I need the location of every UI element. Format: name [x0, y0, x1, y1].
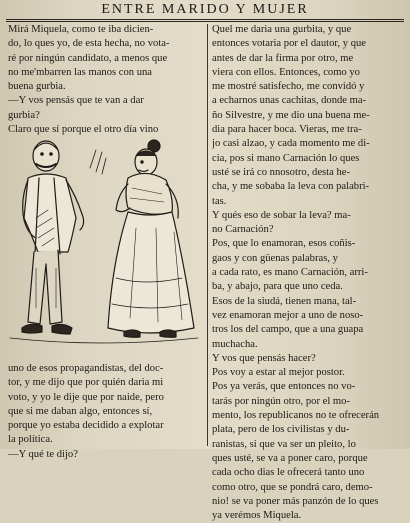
title-rule: [6, 19, 404, 20]
text-line: ño Silvestre, y me dio una buena me-: [212, 109, 370, 121]
article-title: ENTRE MARIDO Y MUJER: [101, 2, 309, 17]
text-line: dia para hacer boca. Vieras, me tra-: [212, 124, 362, 136]
text-line: buena gurbia.: [8, 81, 66, 93]
text-line: gurbia?: [8, 109, 40, 121]
ground-line: [10, 338, 198, 343]
text-line: que si me daban algo, entonces sí,: [8, 405, 153, 417]
text-line: antes de dar la firma por otro, me: [212, 52, 354, 64]
text-line: la política.: [8, 434, 53, 446]
column-divider: [207, 24, 208, 446]
text-line: tarás por ningún otro, por el mo-: [212, 395, 350, 407]
text-line: como otro, que se pondrá caro, demo-: [212, 481, 373, 493]
text-line: tas.: [212, 195, 227, 207]
text-line: no Carnación?: [212, 224, 274, 236]
text-line: Y vos que pensás hacer?: [212, 352, 316, 364]
text-line: plata, pero de los civilistas y du-: [212, 424, 350, 436]
text-line: cada ocho dias le ofrecerá tanto uno: [212, 467, 365, 479]
text-line: voto, y yo le dije que por naide, pero: [8, 391, 164, 403]
text-line: —Y vos pensás que te van a dar: [8, 95, 144, 107]
text-line: tor, y me dijo que por quién daria mi: [8, 377, 164, 389]
text-line: ranistas, si que va ser un pleito, lo: [212, 438, 356, 450]
text-line: Esos de la siudá, tienen mana, tal-: [212, 295, 357, 307]
text-line: jo casi alzao, y cada momento me di-: [212, 138, 370, 150]
text-line: a cada rato, es mano Carnación, arri-: [212, 267, 368, 279]
text-line: tros los del campo, que a una guapa: [212, 324, 364, 336]
text-line: Pos voy a estar al mejor postor.: [212, 367, 345, 379]
text-line: Quel me daria una gurbita, y que: [212, 24, 352, 35]
man-figure: [22, 141, 84, 334]
text-line: a echarnos unas cachitas, donde ma-: [212, 95, 367, 107]
text-line: ya verémos Miquela.: [212, 510, 302, 522]
text-line: mento, los republicanos no te ofrecerán: [212, 410, 380, 422]
text-line: Pos ya verás, que entonces no vo-: [212, 381, 356, 393]
text-line: porque yo estaba decidido a explotar: [8, 420, 164, 432]
speech-strokes: [90, 150, 106, 174]
text-line: vez enamoran mejor a uno de noso-: [212, 309, 364, 321]
caricature-illustration: [6, 128, 202, 360]
left-column-bottom: [8, 362, 204, 462]
text-line: Mirá Miquela, como te iba dicien-: [8, 24, 154, 35]
text-line: muchacha.: [212, 338, 258, 350]
text-line: ba, y abajo, para que uno ceda.: [212, 281, 343, 293]
title-rule-double: [6, 21, 404, 22]
text-line: me mostré satisfecho, me convidó y: [212, 81, 365, 93]
text-line: do, lo ques yo, de esta hecha, no vota-: [8, 38, 170, 50]
left-column-top: [8, 23, 204, 137]
text-line: ques usté, se va a poner caro, porque: [212, 452, 368, 464]
woman-figure: [108, 140, 194, 337]
text-line: uno de esos propagandistas, del doc-: [8, 363, 164, 374]
text-line: Pos, que lo enamoran, esos coñis-: [212, 238, 356, 250]
text-line: entonces votaria por el dautor, y que: [212, 38, 367, 50]
right-column: [212, 23, 406, 523]
text-line: Claro que sí porque el otro día vino: [8, 124, 159, 136]
text-line: cia, pos si mano Carnación lo ques: [212, 152, 360, 164]
text-line: —Y qué te dijo?: [8, 448, 78, 460]
text-line: no me'mbarren las manos con una: [8, 66, 152, 78]
text-line: nio! se va poner más panzón de lo ques: [212, 495, 379, 507]
text-line: Y qués eso de sobar la leva? ma-: [212, 209, 351, 221]
text-line: gaos y con güenas palabras, y: [212, 252, 338, 264]
text-line: cha, y me sobaba la leva con palabri-: [212, 181, 370, 193]
text-line: ré por ningún candidato, a menos que: [8, 52, 168, 64]
text-line: viera con ellos. Entonces, como yo: [212, 66, 360, 78]
text-line: usté se irá co nnosotro, desta he-: [212, 166, 350, 178]
